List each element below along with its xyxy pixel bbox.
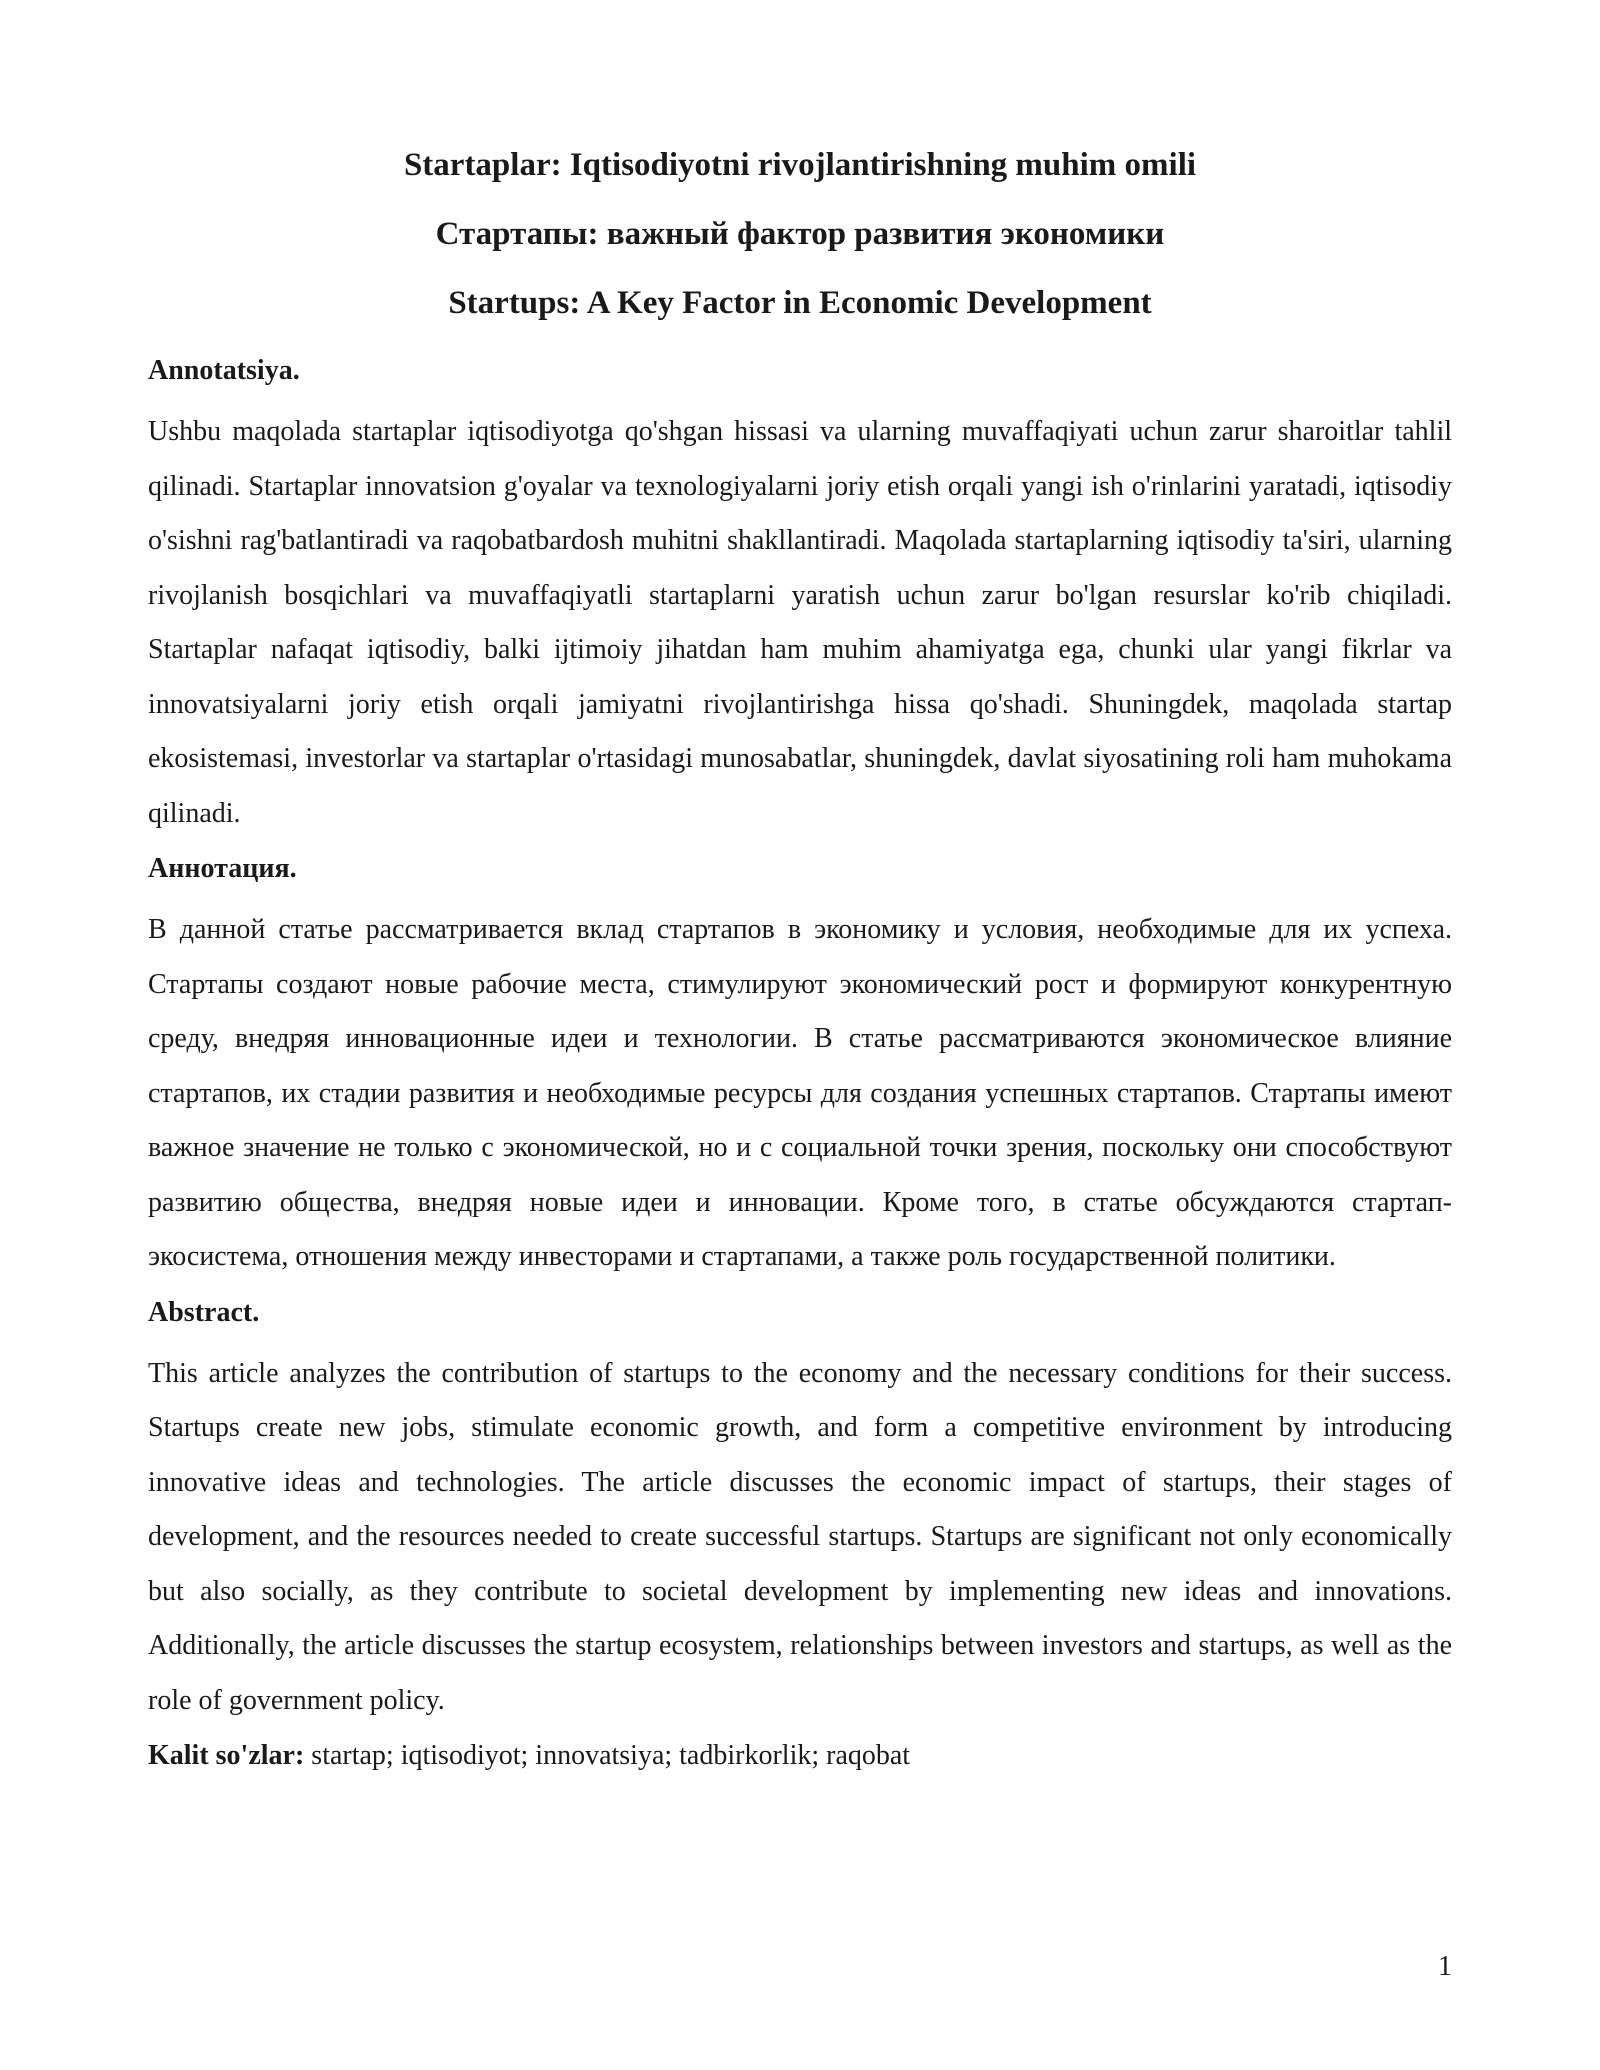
title-russian: Стартапы: важный фактор развития экономики bbox=[435, 216, 1165, 252]
keywords-label: Kalit so'zlar: bbox=[148, 1740, 305, 1771]
annotation-uz-text: Ushbu maqolada startaplar iqtisodiyotga qo'shgan hissasi va ularning muvaffaqiyati uchun zarur sharoitlar tahlil qilinadi. Startaplar innovatsion g'oyalar va texnologiyalarni joriy etish orqali yangi ish o'rinlarini yaratadi, iqtisodiy o'sishni rag'batlantiradi va raqobatbardosh muhitni shakllantiradi. Maqolada startaplarning iqtisodiy ta'siri, ularning rivojlanish bosqichlari va muvaffaqiyatli startaplarni yaratish uchun zarur bo'lgan resurslar ko'rib chiqiladi. Startaplar nafaqat iqtisodiy, balki ijtimoiy jihatdan ham muhim ahamiyatga ega, chunki ular yangi fikrlar va innovatsiyalarni joriy etish orqali jamiyatni rivojlantirishga hissa qo'shadi. Shuningdek, maqolada startap ekosistemasi, investorlar va startaplar o'rtasidagi munosabatlar, shuningdek, davlat siyosatining roli ham muhokama qilinadi. bbox=[148, 416, 1452, 829]
paper-page bbox=[148, 145, 1452, 1776]
title-english: Startups: A Key Factor in Economic Development bbox=[448, 285, 1152, 321]
annotation-uz-heading: Annotatsiya. bbox=[148, 355, 300, 386]
abstract-en-heading: Abstract. bbox=[148, 1296, 260, 1328]
annotation-ru-heading: Аннотация. bbox=[148, 853, 297, 884]
keywords-text: startap; iqtisodiyot; innovatsiya; tadbirkorlik; raqobat bbox=[304, 1740, 911, 1771]
page-number: 1 bbox=[1438, 1951, 1452, 1982]
abstract-en-text: This article analyzes the contribution of startups to the economy and the necessary conditions for their success. Startups create new jobs, stimulate economic growth, and form a competitive environment by introducing innovative ideas and technologies. The article discusses the economic impact of startups, their stages of development, and the resources needed to create successful startups. Startups are significant not only economically but also socially, as they contribute to societal development by implementing new ideas and innovations. Additionally, the article discusses the startup ecosystem, relationships between investors and startups, as well as the role of government policy. bbox=[148, 1357, 1452, 1716]
title-uzbek: Startaplar: Iqtisodiyotni rivojlantirishning muhim omili bbox=[403, 147, 1197, 183]
annotation-ru-text: В данной статье рассматривается вклад стартапов в экономику и условия, необходимые для их успеха. Стартапы создают новые рабочие места, стимулируют экономический рост и формируют конкурентную среду, внедряя инновационные идеи и технологии. В статье рассматриваются экономическое влияние стартапов, их стадии развития и необходимые ресурсы для создания успешных стартапов. Стартапы имеют важное значение не только с экономической, но и с социальной точки зрения, поскольку они способствуют развитию общества, внедряя новые идеи и инновации. Кроме того, в статье обсуждаются стартап-экосистема, отношения между инвесторами и стартапами, а также роль государственной политики. bbox=[148, 914, 1452, 1272]
keywords-line bbox=[148, 1736, 1452, 1776]
